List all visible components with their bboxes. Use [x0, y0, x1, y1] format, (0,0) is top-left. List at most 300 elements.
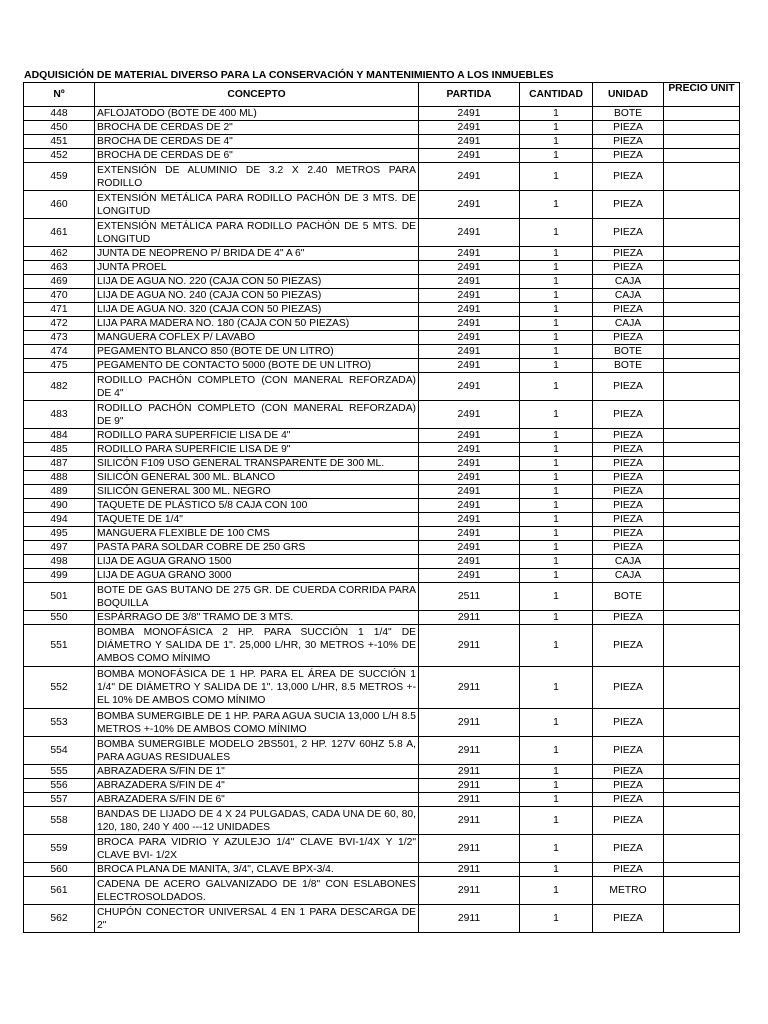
cell-cantidad: 1 — [520, 863, 593, 877]
document-title: ADQUISICIÓN DE MATERIAL DIVERSO PARA LA CONSERVACIÓN Y MANTENIMIENTO A LOS INMUEBLES — [24, 69, 554, 81]
cell-unidad: PIEZA — [593, 373, 664, 401]
cell-no: 471 — [24, 303, 95, 317]
table-row — [24, 709, 740, 737]
cell-precio-unit — [664, 877, 740, 905]
cell-no: 472 — [24, 317, 95, 331]
cell-concepto: LIJA DE AGUA GRANO 1500 — [95, 555, 419, 569]
cell-partida: 2491 — [419, 555, 520, 569]
table-row — [24, 121, 740, 135]
cell-cantidad: 1 — [520, 163, 593, 191]
cell-concepto: RODILLO PARA SUPERFICIE LISA DE 4" — [95, 429, 419, 443]
cell-cantidad: 1 — [520, 555, 593, 569]
cell-concepto: SILICÓN GENERAL 300 ML. BLANCO — [95, 471, 419, 485]
cell-cantidad: 1 — [520, 765, 593, 779]
cell-no: 551 — [24, 625, 95, 667]
cell-cantidad: 1 — [520, 149, 593, 163]
cell-unidad: PIEZA — [593, 611, 664, 625]
cell-cantidad: 1 — [520, 275, 593, 289]
cell-cantidad: 1 — [520, 485, 593, 499]
header-precio-unit: PRECIO UNIT — [664, 83, 740, 107]
cell-no: 469 — [24, 275, 95, 289]
cell-cantidad: 1 — [520, 359, 593, 373]
cell-partida: 2491 — [419, 401, 520, 429]
cell-unidad: PIEZA — [593, 135, 664, 149]
table-row — [24, 107, 740, 121]
cell-unidad: PIEZA — [593, 793, 664, 807]
cell-precio-unit — [664, 289, 740, 303]
cell-no: 473 — [24, 331, 95, 345]
cell-precio-unit — [664, 303, 740, 317]
cell-cantidad: 1 — [520, 289, 593, 303]
cell-partida: 2911 — [419, 779, 520, 793]
table-row — [24, 835, 740, 863]
table-row — [24, 527, 740, 541]
cell-no: 488 — [24, 471, 95, 485]
cell-unidad: PIEZA — [593, 541, 664, 555]
cell-partida: 2491 — [419, 121, 520, 135]
cell-concepto: CADENA DE ACERO GALVANIZADO DE 1/8" CON ESLABONES ELECTROSOLDADOS. — [95, 877, 419, 905]
cell-precio-unit — [664, 499, 740, 513]
cell-unidad: PIEZA — [593, 667, 664, 709]
cell-partida: 2911 — [419, 709, 520, 737]
cell-cantidad: 1 — [520, 527, 593, 541]
cell-partida: 2491 — [419, 163, 520, 191]
table-row — [24, 625, 740, 667]
cell-precio-unit — [664, 765, 740, 779]
table-row — [24, 373, 740, 401]
cell-precio-unit — [664, 779, 740, 793]
cell-concepto: ABRAZADERA S/FIN DE 4" — [95, 779, 419, 793]
cell-partida: 2491 — [419, 317, 520, 331]
cell-partida: 2911 — [419, 737, 520, 765]
cell-cantidad: 1 — [520, 303, 593, 317]
table-row — [24, 331, 740, 345]
cell-unidad: PIEZA — [593, 443, 664, 457]
cell-precio-unit — [664, 541, 740, 555]
cell-cantidad: 1 — [520, 443, 593, 457]
cell-precio-unit — [664, 443, 740, 457]
cell-precio-unit — [664, 219, 740, 247]
header-unidad: UNIDAD — [593, 83, 664, 107]
cell-no: 555 — [24, 765, 95, 779]
table-row — [24, 191, 740, 219]
cell-no: 553 — [24, 709, 95, 737]
cell-no: 470 — [24, 289, 95, 303]
cell-no: 483 — [24, 401, 95, 429]
cell-cantidad: 1 — [520, 779, 593, 793]
cell-unidad: PIEZA — [593, 625, 664, 667]
cell-precio-unit — [664, 905, 740, 933]
table-row — [24, 359, 740, 373]
cell-precio-unit — [664, 359, 740, 373]
cell-partida: 2911 — [419, 625, 520, 667]
cell-partida: 2911 — [419, 863, 520, 877]
table-row — [24, 583, 740, 611]
cell-concepto: EXTENSIÓN METÁLICA PARA RODILLO PACHÓN DE 5 MTS. DE LONGITUD — [95, 219, 419, 247]
table-row — [24, 793, 740, 807]
cell-cantidad: 1 — [520, 499, 593, 513]
cell-partida: 2491 — [419, 457, 520, 471]
cell-precio-unit — [664, 555, 740, 569]
cell-precio-unit — [664, 331, 740, 345]
cell-concepto: PEGAMENTO DE CONTACTO 5000 (BOTE DE UN LITRO) — [95, 359, 419, 373]
cell-no: 498 — [24, 555, 95, 569]
cell-cantidad: 1 — [520, 261, 593, 275]
cell-partida: 2491 — [419, 149, 520, 163]
cell-partida: 2491 — [419, 485, 520, 499]
cell-concepto: LIJA DE AGUA NO. 220 (CAJA CON 50 PIEZAS) — [95, 275, 419, 289]
cell-unidad: PIEZA — [593, 191, 664, 219]
cell-unidad: BOTE — [593, 345, 664, 359]
cell-no: 459 — [24, 163, 95, 191]
cell-unidad: CAJA — [593, 275, 664, 289]
cell-precio-unit — [664, 247, 740, 261]
table-row — [24, 555, 740, 569]
cell-no: 462 — [24, 247, 95, 261]
cell-no: 550 — [24, 611, 95, 625]
table-row — [24, 247, 740, 261]
cell-partida: 2911 — [419, 835, 520, 863]
cell-concepto: ABRAZADERA S/FIN DE 6" — [95, 793, 419, 807]
cell-partida: 2491 — [419, 289, 520, 303]
cell-unidad: PIEZA — [593, 121, 664, 135]
cell-partida: 2511 — [419, 583, 520, 611]
cell-precio-unit — [664, 401, 740, 429]
cell-partida: 2491 — [419, 303, 520, 317]
cell-precio-unit — [664, 527, 740, 541]
cell-precio-unit — [664, 583, 740, 611]
cell-concepto: RODILLO PARA SUPERFICIE LISA DE 9" — [95, 443, 419, 457]
cell-unidad: PIEZA — [593, 401, 664, 429]
cell-concepto: RODILLO PACHÓN COMPLETO (CON MANERAL REFORZADA) DE 9" — [95, 401, 419, 429]
cell-partida: 2491 — [419, 373, 520, 401]
cell-concepto: BOMBA SUMERGIBLE MODELO 2BS501, 2 HP. 127V 60HZ 5.8 A, PARA AGUAS RESIDUALES — [95, 737, 419, 765]
cell-concepto: BANDAS DE LIJADO DE 4 X 24 PULGADAS, CADA UNA DE 60, 80, 120, 180, 240 Y 400 ---12 UNIDADES — [95, 807, 419, 835]
cell-precio-unit — [664, 611, 740, 625]
cell-partida: 2911 — [419, 793, 520, 807]
header-concepto: CONCEPTO — [95, 83, 419, 107]
cell-unidad: PIEZA — [593, 513, 664, 527]
cell-unidad: PIEZA — [593, 499, 664, 513]
cell-precio-unit — [664, 807, 740, 835]
cell-no: 495 — [24, 527, 95, 541]
cell-unidad: PIEZA — [593, 835, 664, 863]
cell-precio-unit — [664, 345, 740, 359]
cell-concepto: RODILLO PACHÓN COMPLETO (CON MANERAL REFORZADA) DE 4" — [95, 373, 419, 401]
cell-precio-unit — [664, 135, 740, 149]
table-row — [24, 303, 740, 317]
table-row — [24, 443, 740, 457]
cell-precio-unit — [664, 667, 740, 709]
cell-unidad: BOTE — [593, 583, 664, 611]
cell-concepto: BROCHA DE CERDAS DE 2" — [95, 121, 419, 135]
cell-no: 560 — [24, 863, 95, 877]
cell-concepto: ESPÁRRAGO DE 3/8" TRAMO DE 3 MTS. — [95, 611, 419, 625]
cell-concepto: SILICÓN GENERAL 300 ML. NEGRO — [95, 485, 419, 499]
cell-cantidad: 1 — [520, 541, 593, 555]
cell-cantidad: 1 — [520, 191, 593, 219]
cell-precio-unit — [664, 373, 740, 401]
table-row — [24, 737, 740, 765]
cell-concepto: TAQUETE DE PLÁSTICO 5/8 CAJA CON 100 — [95, 499, 419, 513]
cell-cantidad: 1 — [520, 737, 593, 765]
cell-concepto: MANGUERA COFLEX P/ LAVABO — [95, 331, 419, 345]
cell-no: 487 — [24, 457, 95, 471]
cell-no: 484 — [24, 429, 95, 443]
cell-cantidad: 1 — [520, 569, 593, 583]
cell-partida: 2491 — [419, 429, 520, 443]
cell-cantidad: 1 — [520, 135, 593, 149]
cell-cantidad: 1 — [520, 667, 593, 709]
cell-partida: 2491 — [419, 569, 520, 583]
cell-unidad: PIEZA — [593, 331, 664, 345]
cell-precio-unit — [664, 275, 740, 289]
table-row — [24, 779, 740, 793]
cell-no: 559 — [24, 835, 95, 863]
cell-partida: 2491 — [419, 191, 520, 219]
cell-cantidad: 1 — [520, 331, 593, 345]
cell-unidad: CAJA — [593, 317, 664, 331]
cell-precio-unit — [664, 149, 740, 163]
cell-partida: 2491 — [419, 275, 520, 289]
cell-concepto: JUNTA DE NEOPRENO P/ BRIDA DE 4" A 6" — [95, 247, 419, 261]
cell-no: 558 — [24, 807, 95, 835]
cell-cantidad: 1 — [520, 401, 593, 429]
table-row — [24, 499, 740, 513]
cell-partida: 2491 — [419, 443, 520, 457]
cell-cantidad: 1 — [520, 793, 593, 807]
cell-precio-unit — [664, 569, 740, 583]
cell-no: 499 — [24, 569, 95, 583]
cell-partida: 2491 — [419, 247, 520, 261]
cell-unidad: METRO — [593, 877, 664, 905]
cell-precio-unit — [664, 121, 740, 135]
cell-partida: 2491 — [419, 345, 520, 359]
cell-partida: 2911 — [419, 765, 520, 779]
cell-partida: 2491 — [419, 359, 520, 373]
cell-cantidad: 1 — [520, 625, 593, 667]
table-row — [24, 135, 740, 149]
cell-partida: 2491 — [419, 219, 520, 247]
cell-unidad: PIEZA — [593, 905, 664, 933]
table-row — [24, 149, 740, 163]
materials-table — [23, 82, 740, 933]
cell-precio-unit — [664, 709, 740, 737]
table-row — [24, 667, 740, 709]
cell-unidad: PIEZA — [593, 247, 664, 261]
cell-concepto: BOMBA SUMERGIBLE DE 1 HP. PARA AGUA SUCIA 13,000 L/H 8.5 METROS +-10% DE AMBOS COMO MÍNIMO — [95, 709, 419, 737]
cell-cantidad: 1 — [520, 247, 593, 261]
table-body — [24, 107, 740, 933]
cell-precio-unit — [664, 737, 740, 765]
table-row — [24, 877, 740, 905]
cell-partida: 2911 — [419, 905, 520, 933]
cell-precio-unit — [664, 485, 740, 499]
cell-no: 494 — [24, 513, 95, 527]
cell-precio-unit — [664, 835, 740, 863]
cell-cantidad: 1 — [520, 457, 593, 471]
cell-concepto: LIJA DE AGUA NO. 320 (CAJA CON 50 PIEZAS) — [95, 303, 419, 317]
cell-partida: 2491 — [419, 499, 520, 513]
cell-concepto: BROCA PLANA DE MANITA, 3/4", CLAVE BPX-3/4. — [95, 863, 419, 877]
cell-no: 475 — [24, 359, 95, 373]
table-row — [24, 485, 740, 499]
cell-cantidad: 1 — [520, 905, 593, 933]
cell-no: 452 — [24, 149, 95, 163]
cell-cantidad: 1 — [520, 373, 593, 401]
cell-unidad: PIEZA — [593, 779, 664, 793]
table-row — [24, 429, 740, 443]
cell-unidad: PIEZA — [593, 219, 664, 247]
cell-cantidad: 1 — [520, 429, 593, 443]
cell-cantidad: 1 — [520, 121, 593, 135]
cell-no: 552 — [24, 667, 95, 709]
cell-no: 460 — [24, 191, 95, 219]
cell-no: 556 — [24, 779, 95, 793]
table-row — [24, 541, 740, 555]
cell-unidad: PIEZA — [593, 527, 664, 541]
cell-unidad: CAJA — [593, 555, 664, 569]
cell-partida: 2911 — [419, 807, 520, 835]
cell-concepto: CHUPÓN CONECTOR UNIVERSAL 4 EN 1 PARA DESCARGA DE 2" — [95, 905, 419, 933]
cell-no: 485 — [24, 443, 95, 457]
header-cantidad: CANTIDAD — [520, 83, 593, 107]
cell-partida: 2491 — [419, 541, 520, 555]
cell-concepto: AFLOJATODO (BOTE DE 400 ML) — [95, 107, 419, 121]
cell-unidad: BOTE — [593, 107, 664, 121]
cell-concepto: JUNTA PROEL — [95, 261, 419, 275]
cell-unidad: PIEZA — [593, 429, 664, 443]
header-partida: PARTIDA — [419, 83, 520, 107]
cell-unidad: CAJA — [593, 289, 664, 303]
cell-precio-unit — [664, 191, 740, 219]
cell-cantidad: 1 — [520, 471, 593, 485]
table-row — [24, 765, 740, 779]
cell-concepto: PASTA PARA SOLDAR COBRE DE 250 GRS — [95, 541, 419, 555]
table-header-row — [24, 83, 740, 107]
cell-no: 463 — [24, 261, 95, 275]
cell-unidad: PIEZA — [593, 485, 664, 499]
table-row — [24, 401, 740, 429]
cell-no: 562 — [24, 905, 95, 933]
cell-precio-unit — [664, 107, 740, 121]
cell-unidad: PIEZA — [593, 261, 664, 275]
cell-partida: 2911 — [419, 611, 520, 625]
cell-precio-unit — [664, 863, 740, 877]
table-row — [24, 569, 740, 583]
cell-unidad: CAJA — [593, 569, 664, 583]
table-row — [24, 261, 740, 275]
cell-concepto: LIJA DE AGUA GRANO 3000 — [95, 569, 419, 583]
cell-unidad: PIEZA — [593, 807, 664, 835]
cell-concepto: BROCHA DE CERDAS DE 6" — [95, 149, 419, 163]
cell-concepto: TAQUETE DE 1/4" — [95, 513, 419, 527]
cell-no: 451 — [24, 135, 95, 149]
cell-precio-unit — [664, 625, 740, 667]
cell-cantidad: 1 — [520, 219, 593, 247]
cell-no: 474 — [24, 345, 95, 359]
cell-concepto: LIJA DE AGUA NO. 240 (CAJA CON 50 PIEZAS) — [95, 289, 419, 303]
cell-cantidad: 1 — [520, 583, 593, 611]
cell-precio-unit — [664, 793, 740, 807]
table-row — [24, 457, 740, 471]
cell-partida: 2491 — [419, 527, 520, 541]
cell-precio-unit — [664, 163, 740, 191]
cell-unidad: PIEZA — [593, 457, 664, 471]
cell-precio-unit — [664, 429, 740, 443]
cell-cantidad: 1 — [520, 107, 593, 121]
cell-partida: 2491 — [419, 471, 520, 485]
cell-cantidad: 1 — [520, 807, 593, 835]
cell-unidad: PIEZA — [593, 863, 664, 877]
cell-precio-unit — [664, 471, 740, 485]
cell-partida: 2491 — [419, 107, 520, 121]
cell-partida: 2491 — [419, 331, 520, 345]
cell-concepto: BOTE DE GAS BUTANO DE 275 GR. DE CUERDA CORRIDA PARA BOQUILLA — [95, 583, 419, 611]
cell-no: 497 — [24, 541, 95, 555]
table-row — [24, 611, 740, 625]
table-row — [24, 289, 740, 303]
cell-no: 450 — [24, 121, 95, 135]
cell-no: 554 — [24, 737, 95, 765]
cell-concepto: BOMBA MONOFÁSICA 2 HP. PARA SUCCIÓN 1 1/4" DE DIÁMETRO Y SALIDA DE 1". 25,000 L/HR, 30 METROS +-10% DE AMBOS COMO MÍNIMO — [95, 625, 419, 667]
cell-cantidad: 1 — [520, 345, 593, 359]
cell-unidad: PIEZA — [593, 765, 664, 779]
table-row — [24, 513, 740, 527]
table-row — [24, 905, 740, 933]
cell-unidad: BOTE — [593, 359, 664, 373]
cell-precio-unit — [664, 261, 740, 275]
cell-cantidad: 1 — [520, 877, 593, 905]
cell-cantidad: 1 — [520, 611, 593, 625]
table-row — [24, 219, 740, 247]
cell-unidad: PIEZA — [593, 709, 664, 737]
cell-unidad: PIEZA — [593, 303, 664, 317]
cell-concepto: LIJA PARA MADERA NO. 180 (CAJA CON 50 PIEZAS) — [95, 317, 419, 331]
cell-unidad: PIEZA — [593, 737, 664, 765]
cell-concepto: EXTENSIÓN DE ALUMINIO DE 3.2 X 2.40 METROS PARA RODILLO — [95, 163, 419, 191]
cell-no: 482 — [24, 373, 95, 401]
table-row — [24, 471, 740, 485]
cell-partida: 2491 — [419, 513, 520, 527]
cell-partida: 2491 — [419, 261, 520, 275]
cell-partida: 2491 — [419, 135, 520, 149]
cell-cantidad: 1 — [520, 709, 593, 737]
cell-no: 557 — [24, 793, 95, 807]
cell-precio-unit — [664, 457, 740, 471]
cell-cantidad: 1 — [520, 513, 593, 527]
cell-no: 448 — [24, 107, 95, 121]
cell-precio-unit — [664, 513, 740, 527]
cell-concepto: PEGAMENTO BLANCO 850 (BOTE DE UN LITRO) — [95, 345, 419, 359]
cell-concepto: ABRAZADERA S/FIN DE 1" — [95, 765, 419, 779]
table-row — [24, 807, 740, 835]
cell-no: 461 — [24, 219, 95, 247]
table-row — [24, 345, 740, 359]
cell-concepto: SILICÓN F109 USO GENERAL TRANSPARENTE DE 300 ML. — [95, 457, 419, 471]
table-row — [24, 275, 740, 289]
table-row — [24, 863, 740, 877]
cell-partida: 2911 — [419, 877, 520, 905]
cell-concepto: BROCHA DE CERDAS DE 4" — [95, 135, 419, 149]
cell-precio-unit — [664, 317, 740, 331]
cell-no: 501 — [24, 583, 95, 611]
table-row — [24, 317, 740, 331]
cell-unidad: PIEZA — [593, 471, 664, 485]
cell-concepto: MANGUERA FLEXIBLE DE 100 CMS — [95, 527, 419, 541]
cell-partida: 2911 — [419, 667, 520, 709]
cell-concepto: BOMBA MONOFÁSICA DE 1 HP. PARA EL ÁREA DE SUCCIÓN 1 1/4" DE DIÁMETRO Y SALIDA DE 1". 13,000 L/HR, 8.5 METROS +- EL 10% DE AMBOS COMO MÍNIMO — [95, 667, 419, 709]
